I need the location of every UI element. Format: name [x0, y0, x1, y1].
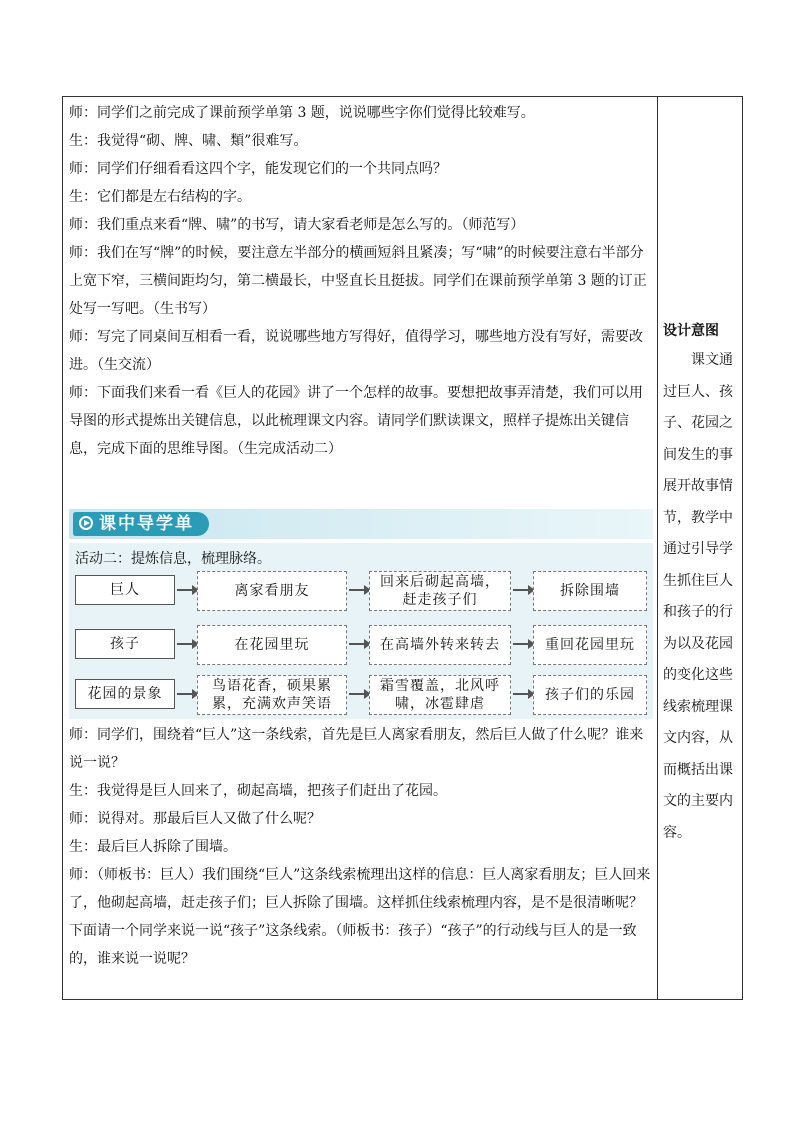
mindmap-cell: 孩子们的乐园 [533, 675, 647, 715]
lesson-table [62, 96, 743, 1000]
dialogue-line: 师：同学们仔细看看这四个字，能发现它们的一个共同点吗？ [69, 161, 447, 177]
dialogue-line: 生：最后巨人拆除了围墙。 [69, 839, 237, 855]
design-intent-title: 设计意图 [663, 323, 719, 339]
design-intent-column [663, 317, 737, 849]
mindmap-cell: 重回花园里玩 [533, 625, 647, 665]
mindmap-cell: 在高墙外转来转去 [369, 625, 511, 665]
dialogue-line: 师：写完了同桌间互相看一看，说说哪些地方写得好，值得学习，哪些地方没有写好，需要改进。（生交流） [69, 329, 643, 373]
mindmap-head: 巨人 [75, 575, 175, 605]
dialogue-line: 生：我觉得是巨人回来了，砌起高墙，把孩子们赶出了花园。 [69, 783, 447, 799]
dialogue-line: 师：下面我们来看一看《巨人的花园》讲了一个怎样的故事。要想把故事弄清楚，我们可以用导图的形式提炼出关键信息，以此梳理课文内容。请同学们默读课文，照样子提炼出关键信息，完成下面的思维导图。（生完成活动二） [69, 385, 643, 457]
mindmap-cell: 在花园里玩 [197, 625, 347, 665]
activity-title: 活动二：提炼信息，梳理脉络。 [75, 551, 271, 567]
banner-label: 课中导学单 [99, 514, 194, 534]
arrow [177, 589, 197, 591]
mindmap-cell: 离家看朋友 [197, 571, 347, 611]
dialogue-line: 师：同学们，围绕着“巨人”这一条线索，首先是巨人离家看朋友，然后巨人做了什么呢？谁来说一说？ [69, 727, 644, 771]
dialogue-line: 师：（师板书：巨人）我们围绕“巨人”这条线索梳理出这样的信息：巨人离家看朋友；巨人回来了，他砌起高墙，赶走孩子们；巨人拆除了围墙。这样抓住线索梳理内容，是不是很清晰呢？下面请一个同学来说一说“孩子”这条线索。（师板书：孩子）“孩子”的行动线与巨人的是一致的，谁来说一说呢？ [69, 867, 651, 967]
section-banner [69, 509, 653, 539]
design-intent-body: 课文通过巨人、孩子、花园之间发生的事展开故事情节，教学中通过引导学生抓住巨人和孩子的行为以及花园的变化这些线索梳理课文内容，从而概括出课文的主要内容。 [663, 352, 733, 841]
play-circle-icon [79, 516, 93, 530]
dialogue-line: 生：我觉得“砌、牌、啸、類”很难写。 [69, 133, 308, 149]
arrow [513, 693, 533, 695]
mindmap-cell: 拆除围墙 [533, 571, 647, 611]
dialogue-line: 师：说得对。那最后巨人又做了什么呢？ [69, 811, 321, 827]
mindmap-cell: 霜雪覆盖，北风呼啸，冰雹肆虐 [369, 675, 511, 715]
arrow [177, 693, 197, 695]
dialogue-line: 师：同学们之前完成了课前预学单第 3 题，说说哪些字你们觉得比较难写。 [69, 105, 535, 121]
arrow [349, 589, 369, 591]
dialogue-line: 生：它们都是左右结构的字。 [69, 189, 251, 205]
dialogue-line: 师：我们在写“牌”的时候，要注意左半部分的横画短斜且紧凑；写“啸”的时候要注意右半部分上宽下窄，三横间距均匀，第二横最长，中竖直长且挺拔。同学们在课前预学单第 3 题的订正处写一写吧。（生书写） [69, 245, 647, 317]
column-divider [657, 97, 658, 999]
dialogue-line: 师：我们重点来看“牌、啸”的书写，请大家看老师是怎么写的。（师范写） [69, 217, 525, 233]
main-column-top [69, 97, 653, 463]
mindmap-head: 花园的景象 [75, 679, 175, 709]
banner-pill [73, 512, 209, 536]
arrow [513, 643, 533, 645]
mindmap-head: 孩子 [75, 629, 175, 659]
activity-panel [69, 543, 653, 719]
mindmap-cell: 回来后砌起高墙，赶走孩子们 [369, 571, 511, 611]
main-column-bottom [69, 721, 653, 973]
arrow [349, 693, 369, 695]
arrow [349, 643, 369, 645]
arrow [513, 589, 533, 591]
arrow [177, 643, 197, 645]
mindmap-cell: 鸟语花香，硕果累累，充满欢声笑语 [197, 675, 347, 715]
